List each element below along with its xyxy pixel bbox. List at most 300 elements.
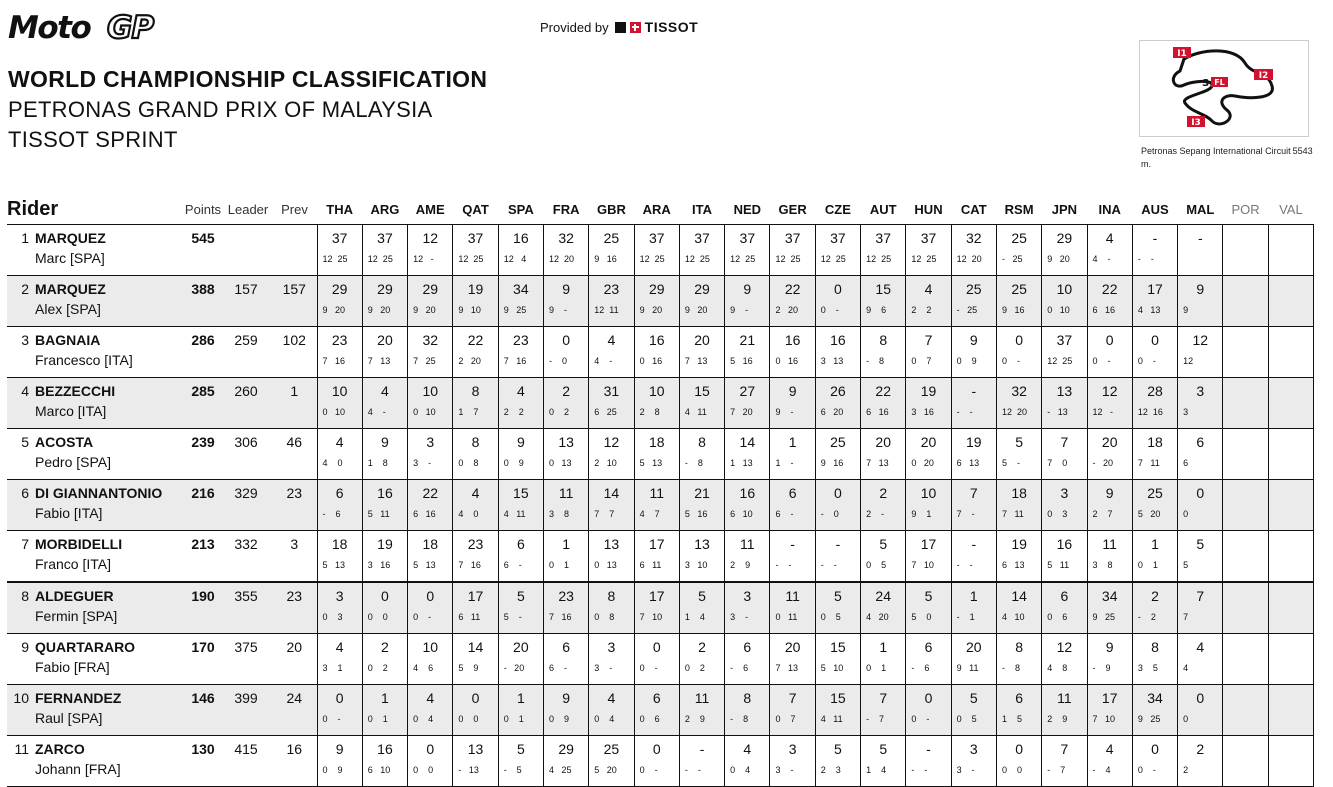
race-result-por: [1223, 582, 1268, 634]
race-result-fra: [543, 378, 588, 429]
race-total-points: 9: [381, 434, 389, 450]
race-total-points: 1: [969, 588, 978, 604]
race-result-ger: [770, 429, 815, 480]
race-total-points: 16: [1056, 536, 1073, 552]
race-header-cze: CZE: [824, 201, 851, 217]
sprint-race-breakdown: 5 0: [911, 612, 932, 622]
rider-last-name: BAGNAIA: [35, 332, 101, 348]
race-result-por: [1223, 531, 1268, 583]
race-total-points: 12: [1192, 332, 1209, 348]
race-total-points: 0: [652, 639, 661, 655]
race-result-rsm: [996, 480, 1041, 531]
race-total-points: 5: [879, 536, 888, 552]
table-row: [7, 685, 1314, 736]
race-total-points: -: [699, 741, 705, 757]
sprint-race-breakdown: 2 20: [458, 356, 481, 366]
race-result-tha: [317, 582, 362, 634]
race-total-points: 17: [648, 536, 665, 552]
race-result-spa: [498, 225, 543, 276]
race-result-cat: [951, 531, 996, 583]
points: 213: [182, 531, 224, 583]
race-header-cat: CAT: [960, 201, 987, 217]
race-result-gbr: [589, 582, 634, 634]
sprint-race-breakdown: - -: [956, 560, 973, 570]
race-total-points: 9: [743, 281, 752, 297]
rider-position: 1: [21, 230, 29, 246]
race-result-por: [1223, 429, 1268, 480]
race-total-points: 20: [920, 434, 937, 450]
sprint-race-breakdown: 1 13: [730, 458, 753, 468]
sprint-race-breakdown: 2 9: [1047, 714, 1068, 724]
track-outline-icon: [1140, 41, 1308, 136]
sprint-race-breakdown: 0 9: [548, 714, 569, 724]
svg-text:I2: I2: [1258, 71, 1269, 81]
race-result-rsm: [996, 225, 1041, 276]
race-result-ned: [725, 685, 770, 736]
sprint-race-breakdown: 2 3: [820, 765, 841, 775]
session-title: TISSOT SPRINT: [8, 127, 178, 152]
race-total-points: 6: [1060, 588, 1069, 604]
race-result-spa: [498, 582, 543, 634]
race-result-rsm: [996, 378, 1041, 429]
race-total-points: 10: [422, 639, 439, 655]
sprint-race-breakdown: 0 9: [322, 765, 343, 775]
race-total-points: 37: [331, 230, 348, 246]
sprint-race-breakdown: 4 10: [1001, 612, 1025, 622]
sprint-race-breakdown: 6 -: [775, 509, 794, 519]
sprint-race-breakdown: 2 -: [866, 509, 885, 519]
points-header: Points: [184, 201, 222, 217]
race-total-points: 15: [830, 639, 846, 655]
race-result-ara: [634, 531, 679, 583]
race-total-points: 20: [1101, 434, 1118, 450]
sprint-race-breakdown: 2 7: [1092, 509, 1113, 519]
sprint-race-breakdown: - 6: [730, 663, 749, 673]
sprint-race-breakdown: 0 6: [1047, 612, 1068, 622]
leader-gap: 415: [224, 736, 272, 787]
race-total-points: 0: [652, 741, 661, 757]
race-result-qat: [453, 531, 498, 583]
sprint-race-breakdown: 3 16: [367, 560, 391, 570]
race-total-points: -: [971, 383, 977, 399]
sprint-race-breakdown: 9 20: [322, 305, 346, 315]
race-total-points: 10: [648, 383, 665, 399]
sprint-race-breakdown: 0 0: [1001, 765, 1022, 775]
sprint-race-breakdown: 0 7: [775, 714, 796, 724]
race-result-mal: [1178, 736, 1223, 787]
race-result-rsm: [996, 327, 1041, 378]
race-total-points: 4: [607, 690, 616, 706]
race-result-spa: [498, 378, 543, 429]
leader-gap: 259: [224, 327, 272, 378]
race-total-points: 21: [694, 485, 710, 501]
race-result-jpn: [1042, 429, 1087, 480]
race-result-aut: [861, 582, 906, 634]
race-total-points: 37: [467, 230, 484, 246]
prev-gap: 20: [272, 634, 317, 685]
race-total-points: 20: [694, 332, 710, 348]
race-total-points: 5: [834, 741, 842, 757]
table-row: [7, 429, 1314, 480]
sprint-race-breakdown: 12: [1183, 356, 1194, 366]
race-result-jpn: [1042, 276, 1087, 327]
race-total-points: 9: [516, 434, 525, 450]
prev-gap: [272, 225, 317, 276]
points: 146: [182, 685, 224, 736]
race-result-tha: [317, 276, 362, 327]
sprint-race-breakdown: 3 -: [956, 765, 975, 775]
sprint-race-breakdown: 0 -: [639, 765, 658, 775]
sprint-race-breakdown: 4 8: [1047, 663, 1068, 673]
rider-cell: [7, 225, 182, 276]
race-total-points: 16: [513, 230, 529, 246]
race-result-mal: [1178, 480, 1223, 531]
sprint-race-breakdown: 4: [1183, 663, 1189, 673]
race-total-points: 0: [1151, 332, 1159, 348]
sprint-race-breakdown: - -: [684, 765, 701, 775]
rider-last-name: BEZZECCHI: [35, 383, 116, 399]
sprint-race-breakdown: 6 -: [503, 560, 522, 570]
race-result-cze: [815, 736, 860, 787]
rider-cell: [7, 685, 182, 736]
sprint-race-breakdown: 6 13: [1001, 560, 1025, 570]
race-total-points: 25: [966, 281, 982, 297]
race-result-jpn: [1042, 378, 1087, 429]
sprint-race-breakdown: - 0: [548, 356, 567, 366]
sprint-race-breakdown: 6 13: [956, 458, 980, 468]
race-total-points: 22: [784, 281, 801, 297]
race-result-aus: [1132, 736, 1177, 787]
race-total-points: 9: [969, 332, 978, 348]
rider-first-name: Johann [FRA]: [35, 761, 121, 777]
race-result-val: [1268, 225, 1313, 276]
sprint-race-breakdown: 0 6: [639, 714, 660, 724]
race-total-points: 37: [920, 230, 937, 246]
race-total-points: 0: [924, 690, 933, 706]
race-result-aus: [1132, 685, 1177, 736]
race-result-jpn: [1042, 582, 1087, 634]
race-result-cat: [951, 276, 996, 327]
race-result-jpn: [1042, 225, 1087, 276]
sprint-race-breakdown: 4 -: [1092, 254, 1111, 264]
svg-text:GP: GP: [107, 10, 154, 44]
rider-last-name: DI GIANNANTONIO: [35, 485, 163, 501]
sprint-race-breakdown: 7 11: [1001, 509, 1024, 519]
race-total-points: 11: [694, 690, 710, 706]
race-total-points: 14: [603, 485, 620, 501]
race-result-ita: [679, 736, 724, 787]
race-result-hun: [906, 582, 951, 634]
race-result-ame: [408, 634, 453, 685]
sprint-race-breakdown: - 13: [1047, 407, 1068, 417]
race-total-points: -: [1197, 230, 1203, 246]
race-result-aut: [861, 736, 906, 787]
race-result-ame: [408, 327, 453, 378]
sprint-race-breakdown: 0 8: [458, 458, 479, 468]
race-total-points: 5: [516, 741, 525, 757]
race-result-ger: [770, 327, 815, 378]
sprint-race-breakdown: 0 -: [1001, 356, 1020, 366]
race-total-points: 34: [1101, 588, 1118, 604]
race-result-ned: [725, 480, 770, 531]
sprint-race-breakdown: 0 5: [956, 714, 977, 724]
race-total-points: 0: [834, 485, 842, 501]
sprint-race-breakdown: 9 16: [1001, 305, 1025, 315]
race-result-aut: [861, 429, 906, 480]
leader-gap: 260: [224, 378, 272, 429]
sprint-race-breakdown: 12 -: [413, 254, 434, 264]
rider-first-name: Alex [SPA]: [35, 301, 101, 317]
sprint-race-breakdown: 0 2: [548, 407, 569, 417]
race-total-points: 29: [1056, 230, 1073, 246]
sprint-race-breakdown: 4 0: [322, 458, 343, 468]
sprint-race-breakdown: 0 7: [911, 356, 932, 366]
race-result-ned: [725, 634, 770, 685]
race-result-cze: [815, 480, 860, 531]
sprint-race-breakdown: 0 -: [1137, 356, 1156, 366]
race-result-ame: [408, 685, 453, 736]
race-total-points: 6: [516, 536, 525, 552]
sprint-race-breakdown: 2 9: [684, 714, 705, 724]
points: 388: [182, 276, 224, 327]
race-total-points: 19: [377, 536, 393, 552]
race-result-tha: [317, 378, 362, 429]
race-total-points: 0: [335, 690, 344, 706]
race-result-ger: [770, 685, 815, 736]
race-result-qat: [453, 225, 498, 276]
sprint-race-breakdown: 4 0: [458, 509, 479, 519]
sprint-race-breakdown: 7: [1183, 612, 1189, 622]
race-result-aus: [1132, 276, 1177, 327]
sprint-race-breakdown: 0 13: [594, 560, 617, 570]
race-result-rsm: [996, 531, 1041, 583]
race-total-points: 11: [1102, 536, 1117, 552]
race-result-spa: [498, 736, 543, 787]
race-total-points: 15: [513, 485, 529, 501]
race-result-fra: [543, 685, 588, 736]
race-result-tha: [317, 480, 362, 531]
race-total-points: 12: [603, 434, 620, 450]
classification-table: [7, 194, 1314, 787]
sprint-race-breakdown: 5 9: [458, 663, 479, 673]
race-total-points: 8: [879, 332, 888, 348]
race-total-points: 18: [648, 434, 665, 450]
race-result-val: [1268, 634, 1313, 685]
sprint-race-breakdown: 0 4: [594, 714, 615, 724]
race-result-cat: [951, 378, 996, 429]
race-total-points: 14: [739, 434, 756, 450]
race-total-points: 17: [1147, 281, 1163, 297]
race-result-val: [1268, 327, 1313, 378]
race-result-spa: [498, 685, 543, 736]
race-result-ame: [408, 531, 453, 583]
race-result-aus: [1132, 225, 1177, 276]
race-result-ame: [408, 582, 453, 634]
tissot-logo: TISSOT: [615, 19, 699, 35]
rider-first-name: Fermin [SPA]: [35, 608, 118, 624]
race-total-points: 4: [381, 383, 389, 399]
race-result-cat: [951, 480, 996, 531]
race-total-points: 37: [1056, 332, 1073, 348]
race-result-aut: [861, 327, 906, 378]
sprint-race-breakdown: 12 25: [730, 254, 756, 264]
sprint-race-breakdown: 7 25: [413, 356, 436, 366]
race-result-ina: [1087, 634, 1132, 685]
sprint-race-breakdown: 3 5: [1137, 663, 1158, 673]
race-total-points: 9: [335, 741, 344, 757]
race-result-ame: [408, 378, 453, 429]
race-total-points: 0: [1105, 332, 1114, 348]
race-total-points: 4: [426, 690, 435, 706]
sprint-race-breakdown: 5 -: [503, 612, 522, 622]
race-result-arg: [362, 582, 407, 634]
race-result-jpn: [1042, 531, 1087, 583]
race-total-points: 13: [558, 434, 574, 450]
sprint-race-breakdown: 6 11: [458, 612, 481, 622]
rider-cell: [7, 582, 182, 634]
race-result-mal: [1178, 378, 1223, 429]
points: 285: [182, 378, 224, 429]
race-result-ger: [770, 480, 815, 531]
sprint-race-breakdown: 2 2: [503, 407, 524, 417]
sprint-race-breakdown: 0 5: [820, 612, 841, 622]
race-total-points: 16: [648, 332, 665, 348]
race-total-points: 6: [743, 639, 752, 655]
race-total-points: 2: [381, 639, 389, 655]
race-result-aus: [1132, 429, 1177, 480]
race-total-points: 5: [1015, 434, 1023, 450]
race-result-spa: [498, 634, 543, 685]
sprint-race-breakdown: 9 -: [548, 305, 567, 315]
sprint-race-breakdown: 4 -: [594, 356, 613, 366]
sprint-race-breakdown: 9 6: [866, 305, 887, 315]
sprint-race-breakdown: 1 5: [1001, 714, 1022, 724]
sprint-race-breakdown: 12 20: [1001, 407, 1027, 417]
sprint-race-breakdown: 9 25: [1092, 612, 1116, 622]
race-total-points: 34: [1147, 690, 1163, 706]
race-result-cze: [815, 685, 860, 736]
leader-gap: 329: [224, 480, 272, 531]
prev-gap: 16: [272, 736, 317, 787]
race-result-por: [1223, 276, 1268, 327]
race-total-points: 15: [830, 690, 846, 706]
race-result-por: [1223, 225, 1268, 276]
race-result-val: [1268, 429, 1313, 480]
race-total-points: 26: [830, 383, 846, 399]
tissot-t-icon: [615, 22, 626, 33]
race-result-aus: [1132, 634, 1177, 685]
race-total-points: 10: [422, 383, 439, 399]
rider-position: 8: [21, 588, 29, 604]
race-total-points: 37: [830, 230, 846, 246]
sprint-race-breakdown: 3: [1183, 407, 1189, 417]
sprint-race-breakdown: 5 16: [730, 356, 753, 366]
race-total-points: 6: [562, 639, 571, 655]
sprint-race-breakdown: 7 10: [1092, 714, 1116, 724]
race-total-points: 8: [471, 434, 480, 450]
sprint-race-breakdown: 2 8: [639, 407, 660, 417]
race-result-ned: [725, 327, 770, 378]
race-header-hun: HUN: [914, 201, 943, 217]
rider-position: 10: [13, 690, 29, 706]
race-result-tha: [317, 634, 362, 685]
sprint-race-breakdown: 7 13: [775, 663, 798, 673]
sprint-race-breakdown: 3 -: [730, 612, 749, 622]
race-total-points: 4: [1105, 230, 1114, 246]
race-result-cat: [951, 634, 996, 685]
sprint-race-breakdown: 9 -: [775, 407, 794, 417]
sprint-race-breakdown: 0 8: [594, 612, 615, 622]
race-total-points: 0: [834, 281, 842, 297]
race-total-points: 32: [966, 230, 982, 246]
race-header-tha: THA: [326, 201, 353, 217]
race-result-ame: [408, 225, 453, 276]
svg-text:Moto: Moto: [8, 10, 91, 44]
sprint-race-breakdown: 12 25: [820, 254, 846, 264]
race-result-jpn: [1042, 685, 1087, 736]
sprint-race-breakdown: - -: [820, 560, 837, 570]
race-result-mal: [1178, 685, 1223, 736]
race-result-ita: [679, 276, 724, 327]
sprint-race-breakdown: 2 20: [775, 305, 798, 315]
race-result-cze: [815, 429, 860, 480]
race-total-points: 8: [607, 588, 616, 604]
race-result-gbr: [589, 685, 634, 736]
sprint-race-breakdown: - 20: [1092, 458, 1114, 468]
race-total-points: 8: [1015, 639, 1023, 655]
race-result-fra: [543, 276, 588, 327]
race-result-val: [1268, 736, 1313, 787]
race-header-ara: ARA: [642, 201, 671, 217]
sprint-race-breakdown: 6 -: [548, 663, 567, 673]
sprint-race-breakdown: 4 7: [639, 509, 660, 519]
sprint-race-breakdown: 0 20: [911, 458, 934, 468]
race-result-arg: [362, 685, 407, 736]
prev-gap: 3: [272, 531, 317, 583]
race-total-points: 32: [422, 332, 439, 348]
rider-first-name: Francesco [ITA]: [35, 352, 133, 368]
race-total-points: 3: [743, 588, 752, 604]
sprint-race-breakdown: 0 2: [684, 663, 705, 673]
race-total-points: 5: [924, 588, 933, 604]
race-result-aus: [1132, 582, 1177, 634]
race-total-points: 13: [603, 536, 620, 552]
race-total-points: 11: [740, 536, 755, 552]
sprint-race-breakdown: 0 3: [322, 612, 343, 622]
prev-gap: 102: [272, 327, 317, 378]
race-header-ned: NED: [733, 201, 762, 217]
race-result-ara: [634, 327, 679, 378]
race-result-rsm: [996, 582, 1041, 634]
table-row: [7, 736, 1314, 787]
race-total-points: 0: [426, 588, 435, 604]
sprint-race-breakdown: - 9: [1092, 663, 1111, 673]
sprint-race-breakdown: 4 11: [820, 714, 843, 724]
race-result-rsm: [996, 276, 1041, 327]
race-total-points: 10: [1056, 281, 1073, 297]
sprint-race-breakdown: 6: [1183, 458, 1189, 468]
race-result-rsm: [996, 634, 1041, 685]
race-result-ame: [408, 276, 453, 327]
sprint-race-breakdown: 7 0: [1047, 458, 1068, 468]
race-header-val: VAL: [1279, 201, 1303, 217]
circuit-caption: [1141, 145, 1316, 171]
sprint-race-breakdown: 9 25: [503, 305, 527, 315]
race-total-points: 7: [924, 332, 933, 348]
race-total-points: 10: [920, 485, 937, 501]
race-total-points: 17: [920, 536, 937, 552]
race-result-arg: [362, 480, 407, 531]
